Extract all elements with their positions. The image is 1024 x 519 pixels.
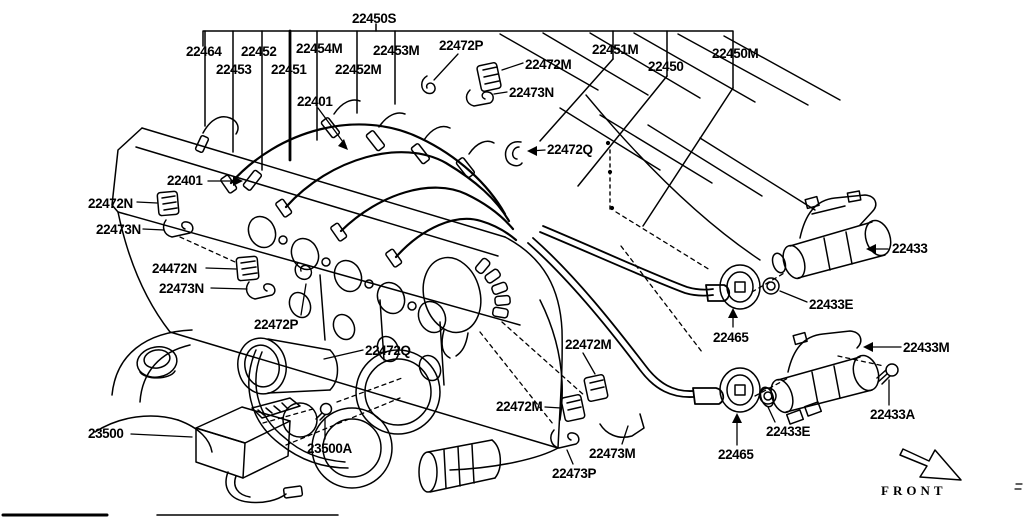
part-label-22450m: 22450M [712, 45, 759, 61]
part-label-22472p-2: 22472P [254, 316, 299, 332]
part-label-24472n: 24472N [152, 260, 197, 276]
clamp-22472p-top [422, 76, 435, 93]
part-label-22453: 22453 [216, 61, 252, 77]
part-label-22451m: 22451M [592, 41, 639, 57]
part-label-22473n: 22473N [509, 84, 554, 100]
spark-plug-wires-art [195, 100, 516, 268]
part-label-22465: 22465 [713, 329, 749, 345]
clamp-22472m-3 [584, 374, 609, 402]
part-label-22433e-2: 22433E [766, 423, 811, 439]
clamp-parts-art [157, 62, 644, 448]
distributor-art [415, 226, 729, 404]
part-label-22472m-2: 22472M [565, 336, 612, 352]
part-label-22401: 22401 [297, 93, 333, 109]
part-label-22454m: 22454M [296, 40, 343, 56]
part-label-22472n: 22472N [88, 195, 133, 211]
engine-block-art [95, 128, 562, 492]
clamp-22473p [551, 430, 579, 448]
high-tension-cords [528, 226, 729, 404]
page-border-fragments [3, 484, 1022, 515]
part-label-22473p: 22473P [552, 465, 597, 481]
part-label-22450: 22450 [648, 58, 684, 74]
part-label-22433e: 22433E [809, 296, 854, 312]
part-label-22472m: 22472M [525, 56, 572, 72]
part-label-23500: 23500 [88, 425, 124, 441]
part-label-22472p: 22472P [439, 37, 484, 53]
part-label-22433a: 22433A [870, 406, 915, 422]
part-label-22451: 22451 [271, 61, 307, 77]
clamp-22473n-3 [247, 282, 275, 299]
part-label-22433: 22433 [892, 240, 928, 256]
bracket-22473m [600, 414, 644, 437]
part-label-22452: 22452 [241, 43, 277, 59]
part-label-22452m: 22452M [335, 61, 382, 77]
part-label-22401-2: 22401 [167, 172, 203, 188]
clamp-22472m-4 [561, 394, 586, 422]
part-label-22472q: 22472Q [547, 141, 593, 157]
clamp-22472q-top [506, 142, 522, 166]
part-label-22433m: 22433M [903, 339, 950, 355]
part-label-22450s: 22450S [352, 10, 397, 26]
clamp-22472m-top [477, 62, 502, 92]
part-label-22464: 22464 [186, 43, 222, 59]
part-label-22472m-3: 22472M [496, 398, 543, 414]
clamp-22473n-top [467, 90, 494, 106]
part-label-22473m: 22473M [589, 445, 636, 461]
part-label-22473n-2: 22473N [96, 221, 141, 237]
part-label-23500a: 23500A [307, 440, 352, 456]
part-label-22465-2: 22465 [718, 446, 754, 462]
part-label-22453m: 22453M [373, 42, 420, 58]
front-direction-label: FRONT [881, 483, 947, 498]
part-label-22472q-2: 22472Q [365, 342, 411, 358]
front-arrow [900, 449, 961, 480]
part-label-22473n-3: 22473N [159, 280, 204, 296]
